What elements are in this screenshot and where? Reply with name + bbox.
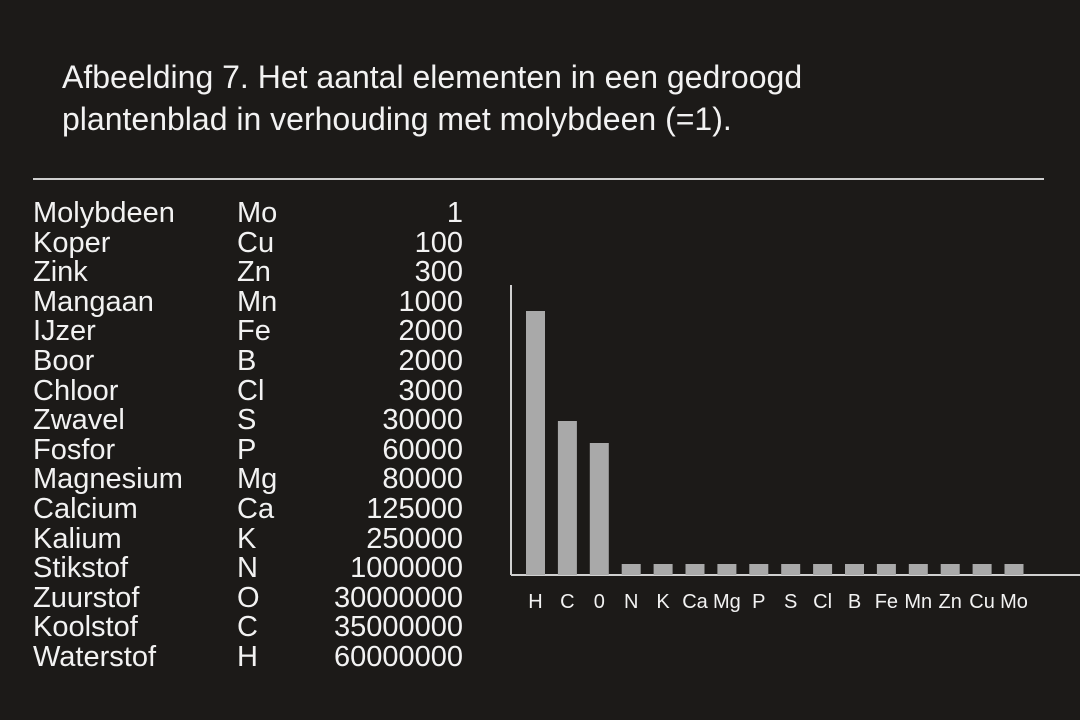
element-name: Chloor xyxy=(33,374,119,407)
element-ratio-value: 30000000 xyxy=(333,581,463,614)
bar-0 xyxy=(590,443,609,575)
element-ratio-value: 125000 xyxy=(366,492,463,525)
x-tick-label: Zn xyxy=(938,591,962,613)
element-name: IJzer xyxy=(33,315,96,348)
element-name: Magnesium xyxy=(33,463,183,496)
element-ratio-value: 35000000 xyxy=(333,611,463,644)
bar-cl xyxy=(813,564,832,575)
figure-title-line-1: Afbeelding 7. Het aantal elementen in een gedroogd xyxy=(62,59,803,95)
element-symbol: B xyxy=(237,344,257,377)
bar-fe xyxy=(877,564,896,575)
x-tick-label: 0 xyxy=(593,591,605,613)
bar-k xyxy=(654,564,673,575)
bar-ca xyxy=(686,564,705,575)
element-ratio-value: 2000 xyxy=(398,344,463,377)
element-symbol: Cl xyxy=(237,374,265,407)
element-name: Zwavel xyxy=(33,404,125,437)
x-tick-label: P xyxy=(752,591,766,613)
element-name: Zuurstof xyxy=(33,581,140,614)
element-symbol: O xyxy=(237,581,260,614)
x-tick-label: Mg xyxy=(713,591,741,613)
bar-mn xyxy=(909,564,928,575)
element-name: Boor xyxy=(33,344,95,377)
element-name: Fosfor xyxy=(33,433,116,466)
element-symbol: Fe xyxy=(237,315,271,348)
element-ratio-value: 1000 xyxy=(398,285,463,318)
element-ratio-value: 30000 xyxy=(382,404,463,437)
x-tick-label: Mo xyxy=(1000,591,1028,613)
x-tick-label: Cu xyxy=(969,591,995,613)
element-name: Stikstof xyxy=(33,552,129,585)
x-tick-label: C xyxy=(560,591,575,613)
bar-cu xyxy=(973,564,992,575)
bar-mg xyxy=(717,564,736,575)
element-name: Calcium xyxy=(33,492,138,525)
x-tick-label: Mn xyxy=(904,591,933,613)
x-tick-label: N xyxy=(623,591,639,613)
element-ratio-value: 60000 xyxy=(382,433,463,466)
element-name: Mangaan xyxy=(33,285,154,318)
element-ratio-value: 2000 xyxy=(398,315,463,348)
bar-h xyxy=(526,311,545,575)
element-name: Koolstof xyxy=(33,611,138,644)
element-symbol: Cu xyxy=(237,226,275,259)
element-ratio-value: 100 xyxy=(414,226,463,259)
bar-mo xyxy=(1005,564,1024,575)
element-symbol: Ca xyxy=(237,492,275,525)
element-ratio-value: 80000 xyxy=(382,463,463,496)
element-ratio-value: 1000000 xyxy=(350,552,463,585)
bar-zn xyxy=(941,564,960,575)
x-tick-label: Fe xyxy=(874,591,899,613)
element-name: Koper xyxy=(33,226,111,259)
element-name: Waterstof xyxy=(33,640,157,673)
element-symbol: K xyxy=(237,522,257,555)
element-ratio-value: 3000 xyxy=(398,374,463,407)
element-symbol: S xyxy=(237,404,257,437)
element-ratio-value: 250000 xyxy=(366,522,463,555)
bar-n xyxy=(622,564,641,575)
element-symbol: P xyxy=(237,433,257,466)
element-symbol: Mo xyxy=(237,197,278,229)
element-symbol: C xyxy=(237,611,258,644)
element-name: Kalium xyxy=(33,522,122,555)
element-symbol: N xyxy=(237,552,258,585)
bar-s xyxy=(781,564,800,575)
element-ratio-value: 60000000 xyxy=(333,640,463,673)
element-symbol: Mn xyxy=(237,285,278,318)
x-tick-label: Cl xyxy=(813,591,833,613)
x-tick-label: S xyxy=(784,591,798,613)
element-ratio-value: 1 xyxy=(446,197,463,229)
figure-title-line-2: plantenblad in verhouding met molybdeen (=1). xyxy=(62,101,732,137)
element-name: Zink xyxy=(33,256,88,289)
bar-p xyxy=(749,564,768,575)
element-symbol: Zn xyxy=(237,256,271,289)
element-symbol: Mg xyxy=(237,463,278,496)
element-name: Molybdeen xyxy=(33,197,175,229)
x-tick-label: H xyxy=(528,591,543,613)
x-tick-label: K xyxy=(656,591,670,613)
element-ratio-value: 300 xyxy=(414,256,463,289)
x-tick-label: Ca xyxy=(682,591,708,613)
bar-c xyxy=(558,421,577,575)
bar-b xyxy=(845,564,864,575)
element-symbol: H xyxy=(237,640,258,673)
x-tick-label: B xyxy=(847,591,862,613)
